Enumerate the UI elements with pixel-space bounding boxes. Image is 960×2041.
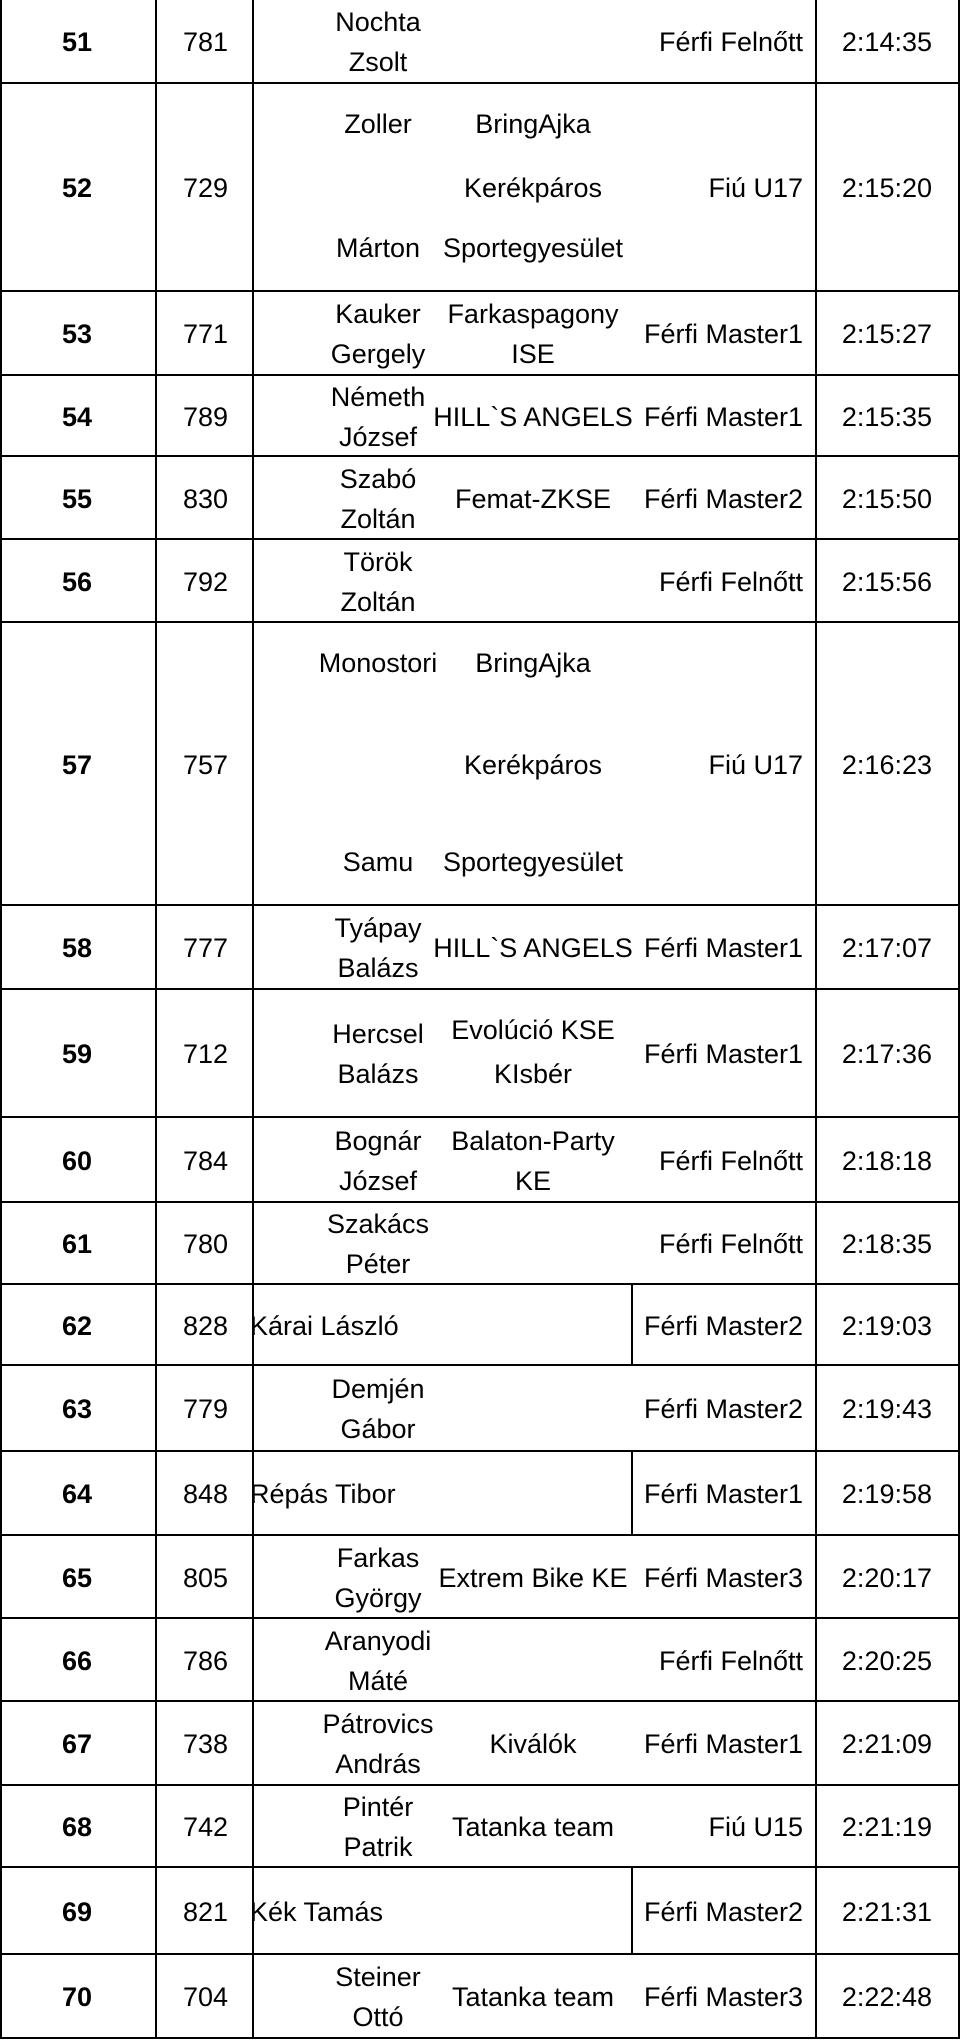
table-row [0,623,960,906]
bib-cell: 848 [182,1479,228,1509]
category-cell: Férfi Master2 [643,1394,803,1424]
category-cell: Férfi Felnőtt [658,1145,803,1176]
table-row [0,1702,960,1786]
place-cell: 55 [62,483,93,514]
time-cell: 2:21:31 [841,1896,932,1927]
bib-cell: 830 [182,483,228,514]
time-cell: 2:14:35 [841,27,932,57]
category-cell: Férfi Felnőtt [658,566,803,597]
place-cell: 58 [62,933,93,963]
place-cell: 69 [62,1896,93,1927]
place-cell: 67 [62,1729,93,1759]
name-cell: Zoltán [340,503,416,534]
category-cell: Férfi Master3 [643,1982,803,2012]
club-cell: Evolúció KSE [451,1015,615,1045]
time-cell: 2:20:25 [841,1645,932,1676]
name-cell: Szakács [326,1209,430,1239]
name-cell: Samu [342,847,414,877]
name-cell: Németh [330,381,426,412]
place-cell: 52 [62,173,93,203]
club-cell: Kiválók [489,1729,577,1759]
name-cell: Patrik [343,1832,413,1862]
category-cell: Férfi Master1 [643,933,803,963]
bib-cell: 779 [182,1394,228,1424]
table-row [0,1366,960,1452]
bib-cell: 805 [182,1562,228,1593]
table-row [0,1203,960,1285]
club-cell: BringAjka [475,109,591,139]
name-cell: Péter [345,1249,411,1279]
club-cell: ISE [511,339,555,369]
time-cell: 2:19:03 [841,1310,932,1341]
category-cell: Férfi Felnőtt [658,1645,803,1676]
bib-cell: 789 [182,401,228,432]
name-cell: Steiner [335,1962,421,1992]
name-cell: Répás Tibor [250,1479,396,1509]
category-cell: Férfi Felnőtt [658,27,803,57]
time-cell: 2:21:09 [841,1729,932,1759]
bib-cell: 712 [182,1039,228,1069]
time-cell: 2:15:56 [841,566,932,597]
club-cell: KE [514,1165,552,1196]
place-cell: 63 [62,1394,93,1424]
time-cell: 2:19:43 [841,1394,932,1424]
name-cell: András [335,1749,421,1779]
club-cell: Kerékpáros [463,173,603,203]
category-cell: Fiú U15 [708,1812,803,1842]
name-cell: Kék Tamás [250,1896,384,1927]
table-row [0,540,960,623]
bib-cell: 757 [182,749,228,780]
place-cell: 54 [62,401,93,432]
name-cell: Ottó [352,2002,404,2032]
place-cell: 66 [62,1645,93,1676]
table-row [0,1536,960,1619]
table-row [0,1955,960,2039]
time-cell: 2:16:23 [841,749,932,780]
name-cell: Szabó [339,463,417,494]
place-cell: 61 [62,1229,93,1259]
name-cell: Pátrovics [322,1709,434,1739]
time-cell: 2:20:17 [841,1562,932,1593]
time-cell: 2:15:20 [841,173,932,203]
bib-cell: 780 [182,1229,228,1259]
name-cell: Demjén [331,1374,425,1404]
place-cell: 51 [62,27,93,57]
bib-cell: 738 [182,1729,228,1759]
table-row [0,84,960,292]
name-cell: József [338,421,418,452]
bib-cell: 729 [182,173,228,203]
name-cell: József [338,1165,418,1196]
bib-cell: 828 [182,1310,228,1341]
category-cell: Férfi Master1 [643,1729,803,1759]
time-cell: 2:15:35 [841,401,932,432]
category-cell: Férfi Master2 [643,1896,803,1927]
time-cell: 2:17:07 [841,933,932,963]
table-row [0,1868,960,1955]
club-cell: Extrem Bike KE [438,1562,628,1593]
place-cell: 70 [62,1982,93,2012]
club-cell: Sportegyesület [442,847,624,877]
bib-cell: 771 [182,319,228,349]
category-cell: Fiú U17 [708,173,803,203]
name-cell: Gergely [330,339,426,369]
place-cell: 64 [62,1479,93,1509]
club-cell: Farkaspagony [447,299,619,329]
name-cell: Kauker [335,299,421,329]
bib-cell: 786 [182,1645,228,1676]
club-cell: Tatanka team [451,1982,615,2012]
category-cell: Férfi Master1 [643,319,803,349]
table-row [0,906,960,990]
table-row [0,1786,960,1868]
name-cell: Bognár [334,1125,422,1156]
name-cell: Pintér [342,1792,414,1822]
name-cell: Máté [347,1665,409,1696]
club-cell: Kerékpáros [463,749,603,780]
time-cell: 2:21:19 [841,1812,932,1842]
bib-cell: 742 [182,1812,228,1842]
name-cell: Zsolt [348,47,408,77]
table-row [0,1452,960,1536]
name-cell: Nochta [335,7,421,37]
place-cell: 68 [62,1812,93,1842]
category-cell: Férfi Master1 [643,1039,803,1069]
name-cell: Balázs [337,953,419,983]
name-cell: Hercsel [332,1019,424,1049]
table-row [0,376,960,457]
club-cell: HILL`S ANGELS [433,933,633,963]
time-cell: 2:22:48 [841,1982,932,2012]
time-cell: 2:18:18 [841,1145,932,1176]
category-cell: Férfi Master1 [643,1479,803,1509]
place-cell: 59 [62,1039,93,1069]
time-cell: 2:15:50 [841,483,932,514]
time-cell: 2:18:35 [841,1229,932,1259]
place-cell: 65 [62,1562,93,1593]
name-cell: Aranyodi [324,1625,432,1656]
club-cell: BringAjka [475,648,591,678]
name-cell: Török [343,546,413,577]
name-cell: Zoller [344,109,412,139]
category-cell: Férfi Master3 [643,1562,803,1593]
club-cell: Sportegyesület [442,233,624,263]
name-cell: Gábor [340,1414,416,1444]
place-cell: 60 [62,1145,93,1176]
place-cell: 62 [62,1310,93,1341]
category-cell: Férfi Master2 [643,483,803,514]
table-row [0,1285,960,1366]
place-cell: 57 [62,749,93,780]
category-cell: Férfi Master2 [643,1310,803,1341]
time-cell: 2:15:27 [841,319,932,349]
name-cell: Monostori [318,648,438,678]
table-row [0,292,960,376]
club-cell: Femat-ZKSE [454,483,612,514]
name-cell: Tyápay [334,913,422,943]
bib-cell: 704 [182,1982,228,2012]
name-cell: Kárai László [250,1310,399,1341]
bib-cell: 821 [182,1896,228,1927]
name-cell: Zoltán [340,586,416,617]
name-cell: Márton [335,233,421,263]
name-cell: György [334,1582,422,1613]
time-cell: 2:19:58 [841,1479,932,1509]
table-row [0,0,960,84]
place-cell: 56 [62,566,93,597]
club-cell: KIsbér [493,1059,573,1089]
bib-cell: 792 [182,566,228,597]
table-row [0,990,960,1118]
bib-cell: 781 [182,27,228,57]
name-cell: Farkas [336,1542,420,1573]
name-cell: Balázs [337,1059,419,1089]
category-cell: Férfi Felnőtt [658,1229,803,1259]
table-row [0,1619,960,1702]
category-cell: Fiú U17 [708,749,803,780]
category-cell: Férfi Master1 [643,401,803,432]
club-cell: Tatanka team [451,1812,615,1842]
club-cell: HILL`S ANGELS [433,401,633,432]
bib-cell: 777 [182,933,228,963]
table-row [0,457,960,540]
table-row [0,1118,960,1203]
place-cell: 53 [62,319,93,349]
bib-cell: 784 [182,1145,228,1176]
club-cell: Balaton-Party [451,1125,615,1156]
time-cell: 2:17:36 [841,1039,932,1069]
